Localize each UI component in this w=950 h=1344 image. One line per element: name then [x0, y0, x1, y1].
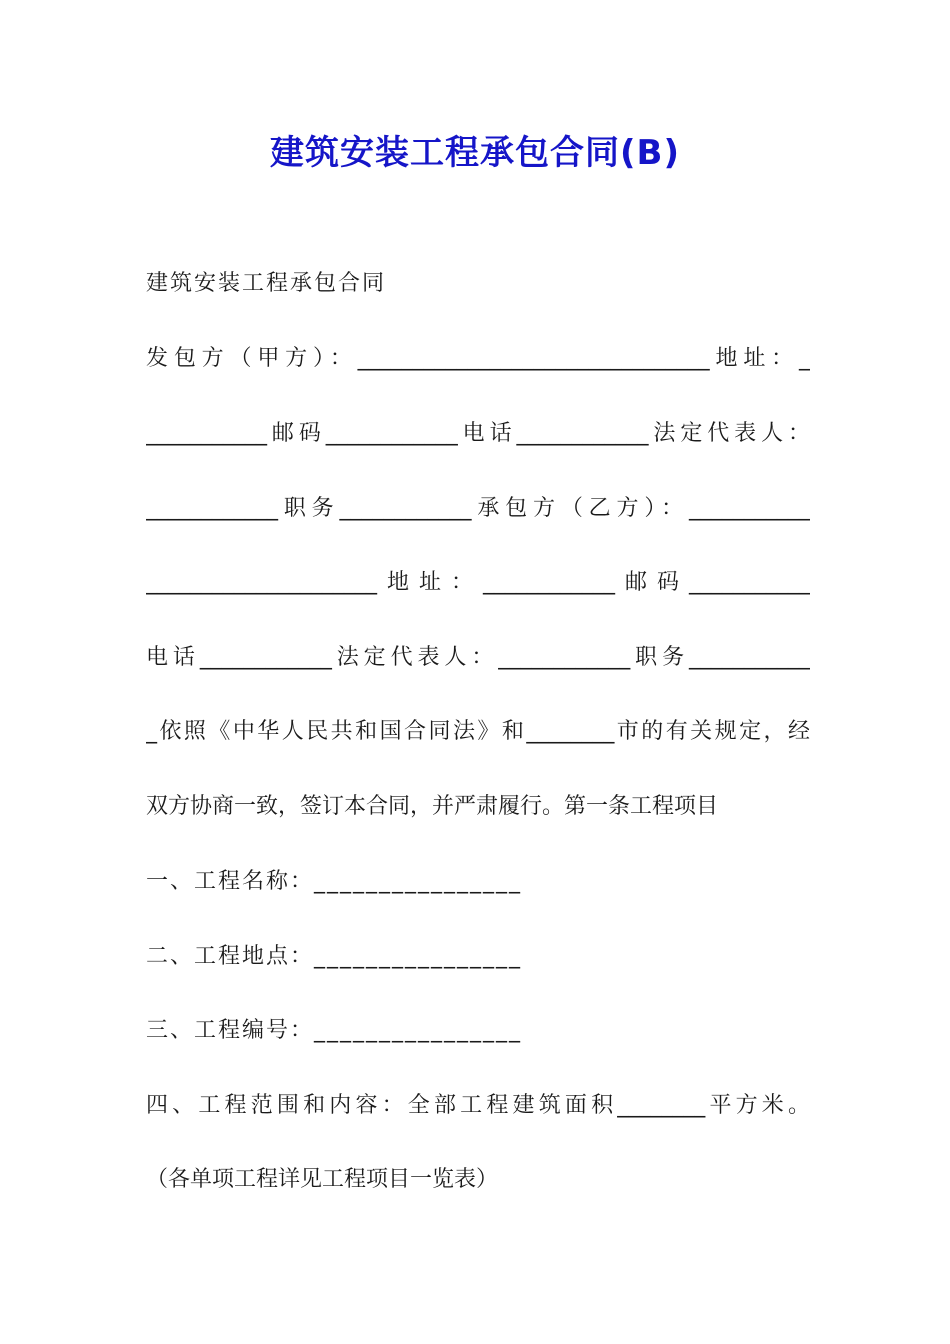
project-name-line: 一、工程名称：________________ — [146, 869, 523, 894]
project-scope-line: 四、工程范围和内容：全部工程建筑面积________平方米。 — [146, 1093, 810, 1118]
project-list-note: （各单项工程详见工程项目一览表） — [146, 1167, 499, 1192]
project-number-line: 三、工程编号：________________ — [146, 1018, 523, 1043]
document-title: 建筑安装工程承包合同(B) — [270, 133, 680, 173]
agreement-line: 双方协商一致，签订本合同，并严肃履行。第一条工程项目 — [146, 794, 719, 819]
party-b-address-line: _____________________地址：____________邮码___________ — [146, 570, 810, 595]
contract-subtitle: 建筑安装工程承包合同 — [146, 271, 387, 296]
party-a-contact-line: ___________邮码____________电话____________法定代表人： — [146, 421, 810, 446]
party-a-position-party-b-line: ____________职务____________承包方（乙方）：___________ — [146, 496, 810, 521]
party-a-line: 发包方（甲方）：________________________________地址：_ — [146, 346, 810, 371]
legal-basis-line: _依照《中华人民共和国合同法》和________市的有关规定，经 — [146, 719, 810, 744]
project-location-line: 二、工程地点：________________ — [146, 944, 523, 969]
party-b-contact-line: 电话____________法定代表人：____________职务___________ — [146, 645, 810, 670]
